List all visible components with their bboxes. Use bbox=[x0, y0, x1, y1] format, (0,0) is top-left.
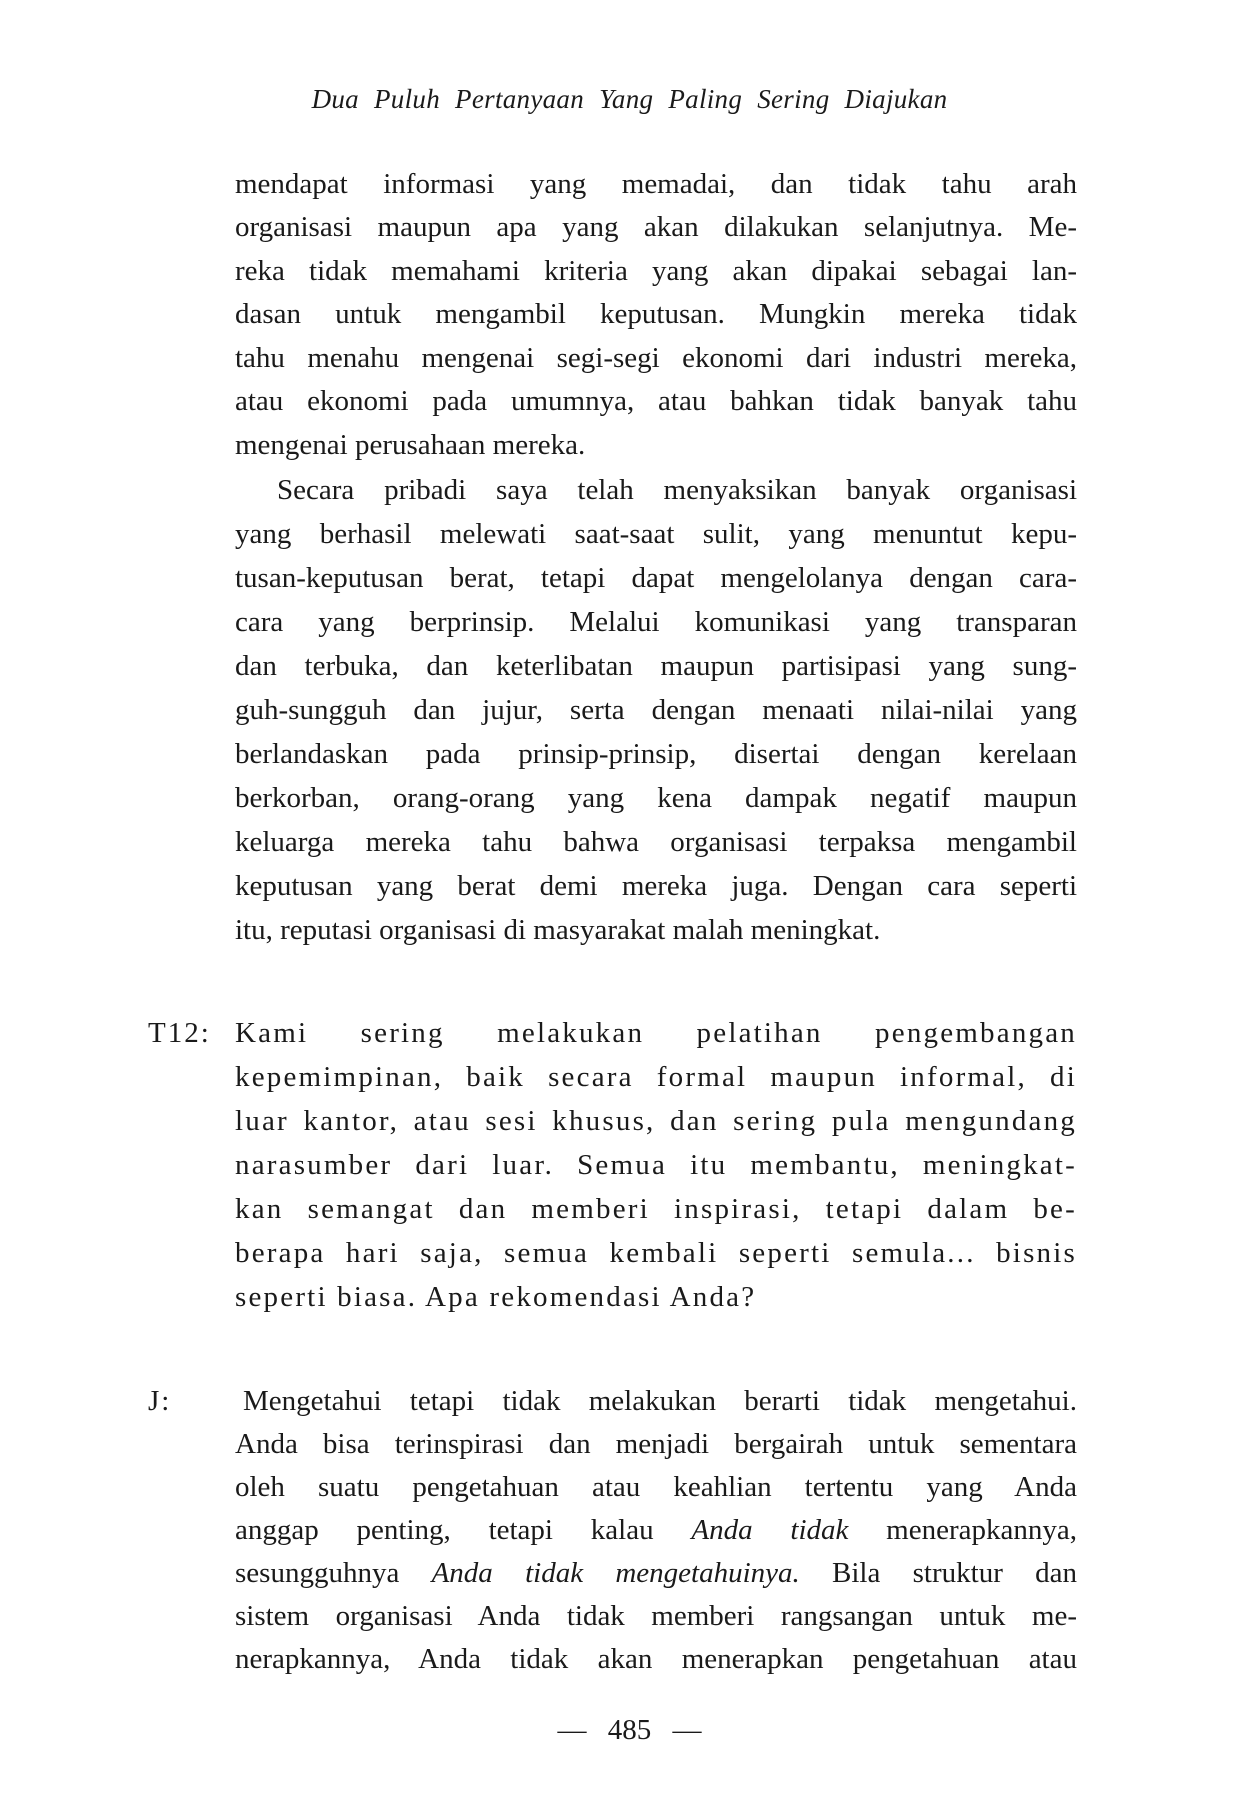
page-number: — 485 — bbox=[557, 1714, 702, 1746]
question-line: seperti biasa. Apa rekomendasi Anda? bbox=[235, 1281, 757, 1313]
text-line: itu, reputasi organisasi di masyarakat malah meningkat. bbox=[235, 914, 881, 946]
answer-text: menerapkannya, bbox=[848, 1514, 1077, 1546]
answer-line: sistem organisasi Anda tidak memberi rangsangan untuk me- bbox=[235, 1600, 1077, 1632]
text-line: dasan untuk mengambil keputusan. Mungkin mereka tidak bbox=[235, 298, 1077, 330]
text-line: guh-sungguh dan jujur, serta dengan menaati nilai-nilai yang bbox=[235, 694, 1077, 726]
text-line: dan terbuka, dan keterlibatan maupun partisipasi yang sung- bbox=[235, 650, 1077, 682]
answer-text: Bila struktur dan bbox=[799, 1557, 1077, 1589]
question-line: berapa hari saja, semua kembali seperti semula... bisnis bbox=[235, 1237, 1077, 1269]
question-line: kepemimpinan, baik secara formal maupun informal, di bbox=[235, 1061, 1077, 1093]
text-line: Secara pribadi saya telah menyaksikan banyak organisasi bbox=[277, 474, 1077, 506]
answer-line bbox=[235, 1553, 1077, 1593]
text-line: mengenai perusahaan mereka. bbox=[235, 429, 586, 461]
text-line: berkorban, orang-orang yang kena dampak negatif maupun bbox=[235, 782, 1077, 814]
text-line: keputusan yang berat demi mereka juga. Dengan cara seperti bbox=[235, 870, 1077, 902]
question-line: luar kantor, atau sesi khusus, dan sering pula mengundang bbox=[235, 1105, 1077, 1137]
text-line: keluarga mereka tahu bahwa organisasi terpaksa mengambil bbox=[235, 826, 1077, 858]
question-line: kan semangat dan memberi inspirasi, tetapi dalam be- bbox=[235, 1193, 1077, 1225]
question-line: narasumber dari luar. Semua itu membantu, meningkat- bbox=[235, 1149, 1077, 1181]
answer-label: J: bbox=[148, 1385, 172, 1417]
text-line: berlandaskan pada prinsip-prinsip, disertai dengan kerelaan bbox=[235, 738, 1077, 770]
answer-emphasis: Anda tidak bbox=[691, 1514, 849, 1546]
text-line: reka tidak memahami kriteria yang akan dipakai sebagai lan- bbox=[235, 255, 1077, 287]
question-label: T12: bbox=[148, 1017, 211, 1049]
answer-line bbox=[235, 1510, 1077, 1550]
answer-text: sesungguhnya bbox=[235, 1557, 432, 1589]
answer-text: anggap penting, tetapi kalau bbox=[235, 1514, 692, 1546]
answer-line: Mengetahui tetapi tidak melakukan berarti tidak mengetahui. bbox=[243, 1385, 1077, 1417]
text-line: cara yang berprinsip. Melalui komunikasi yang transparan bbox=[235, 606, 1077, 638]
answer-line: Anda bisa terinspirasi dan menjadi bergairah untuk sementara bbox=[235, 1428, 1077, 1460]
text-line: tusan-keputusan berat, tetapi dapat mengelolanya dengan cara- bbox=[235, 562, 1077, 594]
text-line: tahu menahu mengenai segi-segi ekonomi dari industri mereka, bbox=[235, 342, 1077, 374]
text-line: atau ekonomi pada umumnya, atau bahkan tidak banyak tahu bbox=[235, 385, 1077, 417]
answer-emphasis: Anda tidak mengetahuinya. bbox=[431, 1557, 800, 1589]
question-line: Kami sering melakukan pelatihan pengembangan bbox=[235, 1017, 1077, 1049]
text-line: organisasi maupun apa yang akan dilakukan selanjutnya. Me- bbox=[235, 211, 1077, 243]
answer-line: oleh suatu pengetahuan atau keahlian tertentu yang Anda bbox=[235, 1471, 1077, 1503]
text-line: yang berhasil melewati saat-saat sulit, yang menuntut kepu- bbox=[235, 518, 1077, 550]
running-head: Dua Puluh Pertanyaan Yang Paling Sering Diajukan bbox=[311, 84, 948, 114]
answer-line: nerapkannya, Anda tidak akan menerapkan pengetahuan atau bbox=[235, 1643, 1077, 1675]
text-line: mendapat informasi yang memadai, dan tidak tahu arah bbox=[235, 168, 1077, 200]
